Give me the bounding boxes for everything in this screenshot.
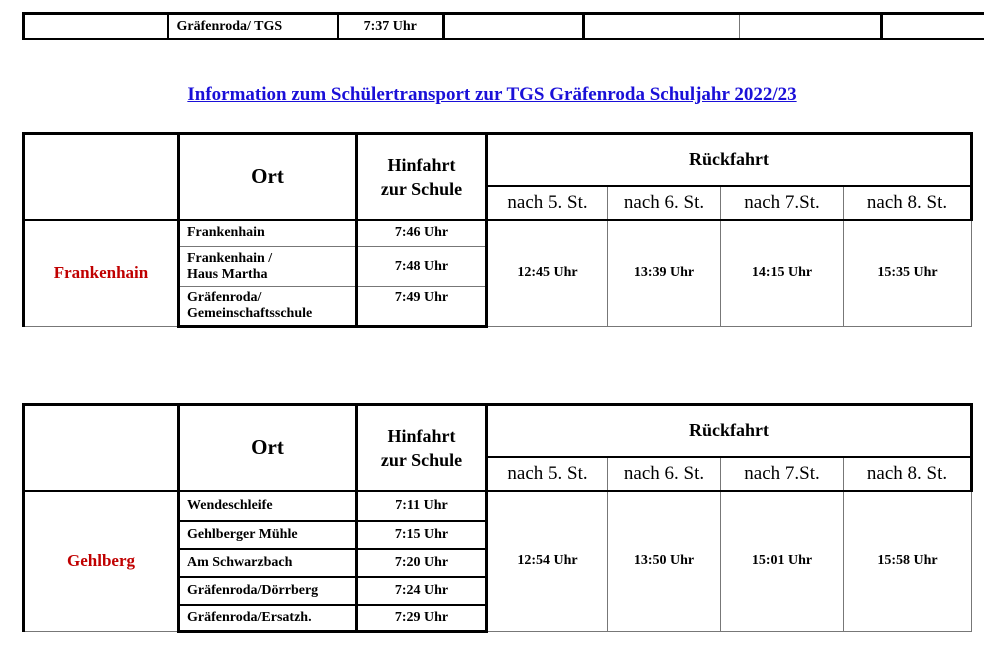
return-time: 13:50 Uhr	[608, 491, 721, 632]
empty-cell	[584, 14, 740, 40]
return-time: 12:54 Uhr	[487, 491, 608, 632]
stop-name: Gräfenroda/ TGS	[168, 14, 338, 40]
page-title: Information zum Schülertransport zur TGS Gräfenroda Schuljahr 2022/23	[187, 84, 797, 105]
stop-name: Frankenhain / Haus Martha	[179, 247, 357, 287]
column-header-ort: Ort	[179, 134, 357, 220]
empty-cell	[740, 14, 882, 40]
hinfahrt-line2: zur Schule	[380, 449, 463, 470]
slot-header: nach 8. St.	[844, 457, 972, 491]
empty-cell	[882, 14, 984, 40]
hinfahrt-line1: Hinfahrt	[387, 425, 456, 446]
column-header-rueckfahrt: Rückfahrt	[487, 134, 972, 186]
column-header-ort: Ort	[179, 405, 357, 491]
table-row	[24, 220, 972, 247]
stop-name: Wendeschleife	[179, 491, 357, 521]
stop-name: Gräfenroda/Dörrberg	[179, 577, 357, 605]
departure-time: 7:49 Uhr	[357, 287, 487, 327]
header-row	[24, 405, 972, 457]
header-row	[24, 134, 972, 186]
departure-time: 7:20 Uhr	[357, 549, 487, 577]
slot-header: nach 7.St.	[721, 457, 844, 491]
return-time: 15:35 Uhr	[844, 220, 972, 327]
table-row	[24, 14, 984, 40]
return-time: 13:39 Uhr	[608, 220, 721, 327]
empty-header-cell	[24, 134, 179, 220]
schedule-table-frankenhain	[22, 132, 973, 328]
stop-name: Am Schwarzbach	[179, 549, 357, 577]
departure-time: 7:15 Uhr	[357, 521, 487, 549]
departure-time: 7:48 Uhr	[357, 247, 487, 287]
table-row	[24, 491, 972, 521]
slot-header: nach 5. St.	[487, 186, 608, 220]
departure-time: 7:11 Uhr	[357, 491, 487, 521]
departure-time: 7:24 Uhr	[357, 577, 487, 605]
return-time: 12:45 Uhr	[487, 220, 608, 327]
slot-header: nach 6. St.	[608, 186, 721, 220]
previous-schedule-table-fragment	[22, 12, 984, 40]
hinfahrt-line2: zur Schule	[380, 178, 463, 199]
departure-time: 7:29 Uhr	[357, 605, 487, 632]
stop-name: Gräfenroda/ Gemeinschaftsschule	[179, 287, 357, 327]
schedule-table-gehlberg	[22, 403, 973, 633]
empty-header-cell	[24, 405, 179, 491]
slot-header: nach 7.St.	[721, 186, 844, 220]
slot-header: nach 8. St.	[844, 186, 972, 220]
town-name: Frankenhain	[24, 220, 179, 327]
return-time: 15:58 Uhr	[844, 491, 972, 632]
return-time: 14:15 Uhr	[721, 220, 844, 327]
departure-time: 7:37 Uhr	[338, 14, 444, 40]
column-header-hinfahrt	[357, 405, 487, 491]
stop-name: Frankenhain	[179, 220, 357, 247]
departure-time: 7:46 Uhr	[357, 220, 487, 247]
stop-name: Gehlberger Mühle	[179, 521, 357, 549]
slot-header: nach 5. St.	[487, 457, 608, 491]
column-header-rueckfahrt: Rückfahrt	[487, 405, 972, 457]
hinfahrt-line1: Hinfahrt	[387, 154, 456, 175]
column-header-hinfahrt	[357, 134, 487, 220]
empty-cell	[24, 14, 168, 40]
empty-cell	[444, 14, 584, 40]
slot-header: nach 6. St.	[608, 457, 721, 491]
return-time: 15:01 Uhr	[721, 491, 844, 632]
stop-name: Gräfenroda/Ersatzh.	[179, 605, 357, 632]
town-name: Gehlberg	[24, 491, 179, 632]
